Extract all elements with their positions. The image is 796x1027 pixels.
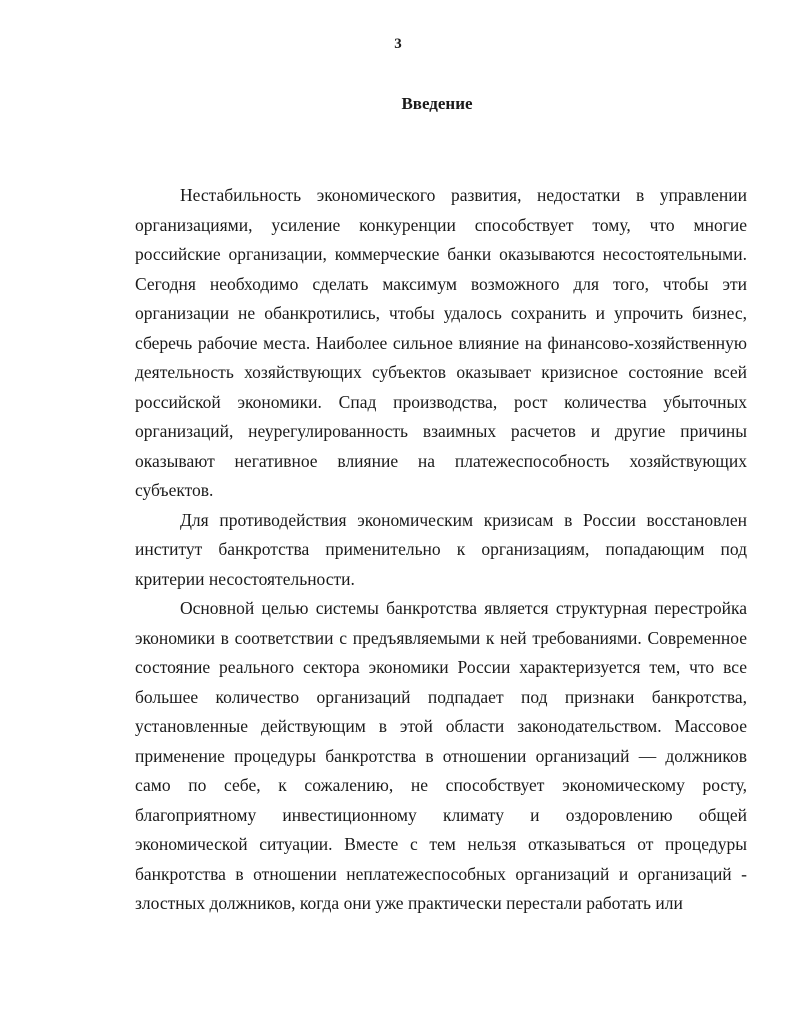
page-number: 3 bbox=[394, 36, 402, 52]
paragraph-2: Для противодействия экономическим кризисам в России восстановлен институт банкротства применительно к организациям, попадающим под критерии несостоятельности. bbox=[135, 509, 747, 589]
paragraph-3: Основной целью системы банкротства является структурная перестройка экономики в соответствии с предъявляемыми к ней требованиями. Современное состояние реального сектора экономики России характеризуется тем, что все большее количество организаций подпадает под признаки банкротства, установленные действующим в этой области законодательством. Массовое применение процедуры банкротства в отношении организаций — должников само по себе, к сожалению, не способствует экономическому росту, благоприятному инвестиционному климату и оздоровлению общей экономической ситуации. Вместе с тем нельзя отказываться от процедуры банкротства в отношении неплатежеспособных организаций и организаций - злостных должников, когда они уже практически перестали работать или bbox=[135, 598, 747, 913]
body-text bbox=[135, 181, 747, 919]
section-heading: Введение bbox=[401, 94, 473, 113]
paragraph-1: Нестабильность экономического развития, недостатки в управлении организациями, усиление конкуренции способствует тому, что многие российские организации, коммерческие банки оказываются несостоятельными. Сегодня необходимо сделать максимум возможного для того, чтобы эти организации не обанкротились, чтобы удалось сохранить и упрочить бизнес, сберечь рабочие места. Наиболее сильное влияние на финансово-хозяйственную деятельность хозяйствующих субъектов оказывает кризисное состояние всей российской экономики. Спад производства, рост количества убыточных организаций, неурегулированность взаимных расчетов и другие причины оказывают негативное влияние на платежеспособность хозяйствующих субъектов. bbox=[135, 185, 747, 500]
